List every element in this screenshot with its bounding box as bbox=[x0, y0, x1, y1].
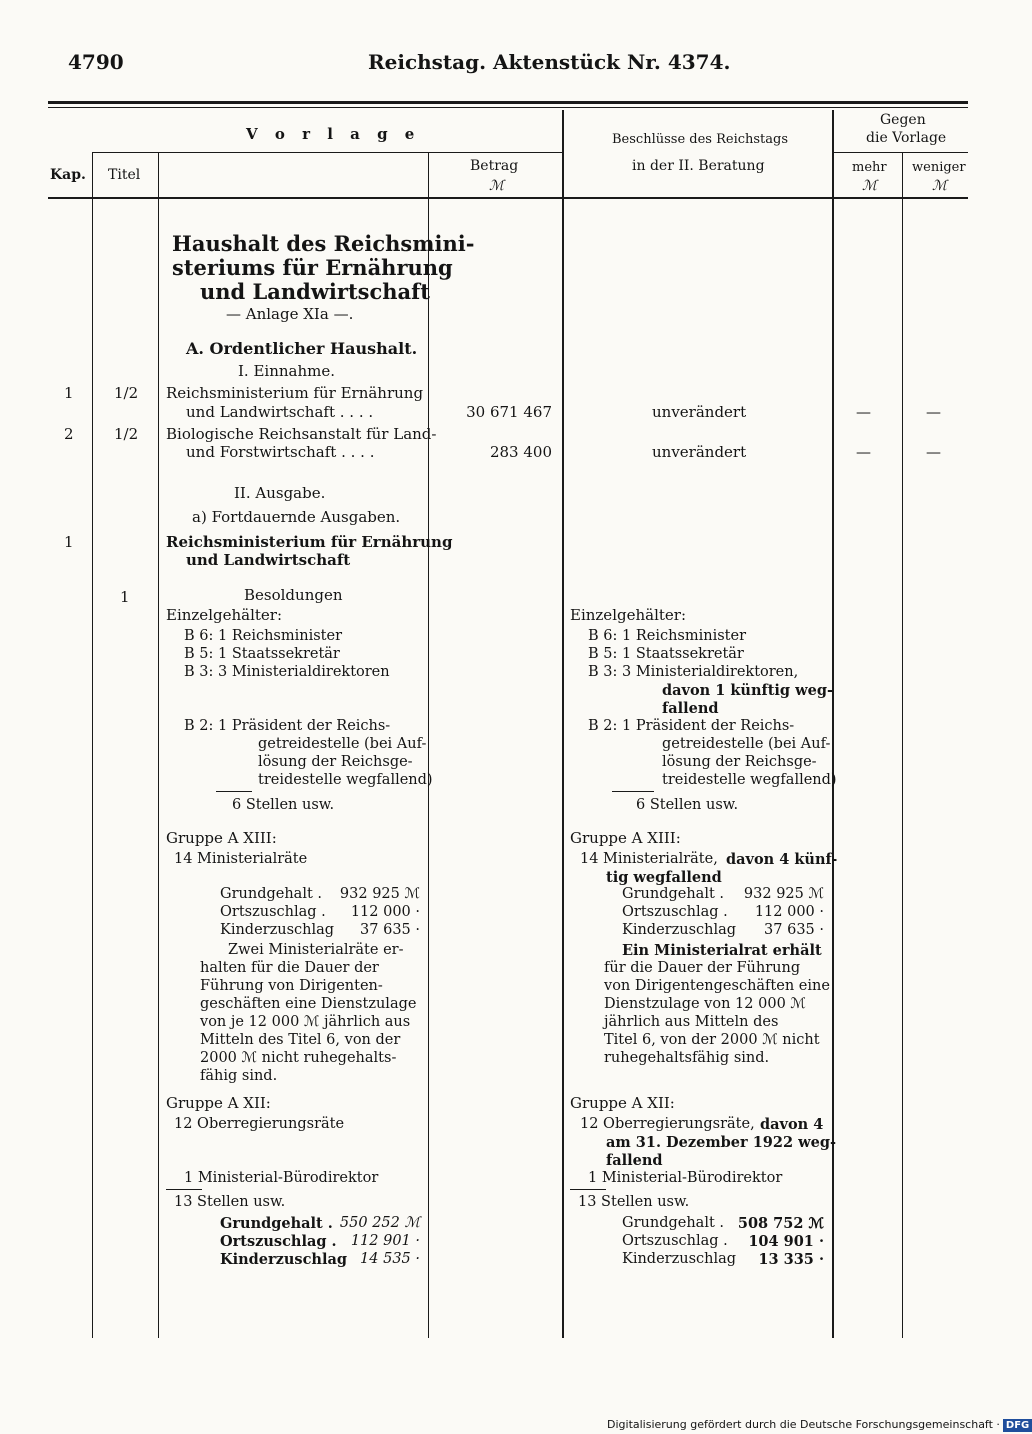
col-header-kap: Kap. bbox=[50, 167, 86, 183]
right-b6: B 6: 1 Reichsminister bbox=[588, 628, 746, 644]
right-b2-line2: getreidestelle (bei Auf- bbox=[662, 736, 831, 752]
right-b3-line3: fallend bbox=[662, 700, 719, 717]
right-gruppe-a12: Gruppe A XII: bbox=[570, 1094, 675, 1112]
left-grundgehalt-label: Grundgehalt . bbox=[220, 886, 323, 902]
right-note-line7: ruhegehaltsfähig sind. bbox=[604, 1050, 770, 1066]
right-einzelgehaelter: Einzelgehälter: bbox=[570, 606, 686, 624]
header-double-rule-bottom bbox=[48, 107, 968, 108]
right-b3: B 3: 3 Ministerialdirektoren, bbox=[588, 664, 799, 680]
right-ministerialraete-line2: tig wegfallend bbox=[606, 869, 722, 886]
digitization-footer-text: Digitalisierung gefördert durch die Deutsche Forschungsgemeinschaft · bbox=[607, 1418, 1000, 1431]
col-divider-mehr bbox=[902, 152, 903, 1338]
left-gruppe-a12: Gruppe A XII: bbox=[166, 1094, 271, 1112]
left-stellen-6: 6 Stellen usw. bbox=[232, 797, 335, 813]
ausgabe-kap-title-2: und Landwirtschaft bbox=[186, 551, 351, 569]
row1-weniger: — bbox=[926, 403, 941, 421]
left-b2-line3: lösung der Reichsge- bbox=[258, 754, 413, 770]
right-buerodirektor: 1 Ministerial-Bürodirektor bbox=[588, 1170, 783, 1186]
right-b2-line4: treidestelle wegfallend) bbox=[662, 772, 837, 788]
col-header-gegen: Gegen bbox=[880, 112, 926, 128]
ordentlicher-haushalt-heading: A. Ordentlicher Haushalt. bbox=[186, 339, 418, 358]
left-sum-rule bbox=[216, 791, 252, 792]
left-b2-line1: B 2: 1 Präsident der Reichs- bbox=[184, 718, 391, 734]
col-header-die-vorlage: die Vorlage bbox=[866, 130, 947, 146]
right-sum-rule-2 bbox=[570, 1189, 606, 1190]
col-header-vorlage: V o r l a g e bbox=[246, 125, 421, 143]
right-ortszuschlag2-value: 104 901 · bbox=[748, 1233, 824, 1250]
right-b2-line1: B 2: 1 Präsident der Reichs- bbox=[588, 718, 795, 734]
fortdauernde-heading: a) Fortdauernde Ausgaben. bbox=[192, 508, 401, 526]
row1-kap: 1 bbox=[64, 384, 74, 402]
left-grundgehalt2-label: Grundgehalt . bbox=[220, 1215, 333, 1232]
right-grundgehalt2-value: 508 752 ℳ bbox=[737, 1215, 824, 1232]
row1-text-1: Reichsministerium für Ernährung bbox=[166, 384, 424, 402]
left-b2-line2: getreidestelle (bei Auf- bbox=[258, 736, 427, 752]
running-title: Reichstag. Aktenstück Nr. 4374. bbox=[368, 50, 731, 74]
right-note-line4: Dienstzulage von 12 000 ℳ bbox=[604, 996, 806, 1012]
col-header-weniger: weniger bbox=[912, 160, 966, 175]
right-grundgehalt2-label: Grundgehalt . bbox=[622, 1215, 725, 1231]
section-title-line-2: steriums für Ernährung bbox=[172, 255, 453, 280]
right-ministerialraete-bold: davon 4 künf- bbox=[726, 851, 838, 868]
right-ortszuschlag-label: Ortszuschlag . bbox=[622, 904, 728, 920]
col-header-betrag: Betrag bbox=[470, 158, 519, 174]
col-header-beschluesse-1: Beschlüsse des Reichstags bbox=[612, 132, 789, 147]
row1-text-2: und Landwirtschaft . . . . bbox=[186, 403, 374, 421]
left-note-line4: geschäften eine Dienstzulage bbox=[200, 996, 417, 1012]
anlage-reference: — Anlage XIa —. bbox=[226, 305, 354, 323]
left-grundgehalt-value: 932 925 ℳ bbox=[339, 886, 420, 902]
left-note-line6: Mitteln des Titel 6, von der bbox=[200, 1032, 401, 1048]
col-header-weniger-unit: ℳ bbox=[932, 178, 947, 194]
col-divider-kap bbox=[92, 152, 93, 1338]
left-b3: B 3: 3 Ministerialdirektoren bbox=[184, 664, 390, 680]
right-stellen-6: 6 Stellen usw. bbox=[636, 797, 739, 813]
left-note-line2: halten für die Dauer der bbox=[200, 960, 379, 976]
left-ortszuschlag-label: Ortszuschlag . bbox=[220, 904, 326, 920]
left-b2-line4: treidestelle wegfallend) bbox=[258, 772, 433, 788]
right-note-line3: von Dirigentengeschäften eine bbox=[604, 978, 830, 994]
col-divider-beschluesse bbox=[832, 110, 834, 1338]
right-kinderzuschlag2-value: 13 335 · bbox=[758, 1251, 824, 1268]
ausgabe-kap-title-1: Reichsministerium für Ernährung bbox=[166, 533, 453, 551]
right-ministerialraete: 14 Ministerialräte, bbox=[580, 851, 718, 867]
right-b5: B 5: 1 Staatssekretär bbox=[588, 646, 744, 662]
left-ortszuschlag-value: 112 000 · bbox=[350, 904, 420, 920]
digitization-footer bbox=[607, 1418, 1032, 1432]
left-oberregierungsraete: 12 Oberregierungsräte bbox=[174, 1116, 345, 1132]
left-note-line8: fähig sind. bbox=[200, 1068, 278, 1084]
left-b5: B 5: 1 Staatssekretär bbox=[184, 646, 340, 662]
row2-text-2: und Forstwirtschaft . . . . bbox=[186, 443, 375, 461]
right-grundgehalt-value: 932 925 ℳ bbox=[743, 886, 824, 902]
left-kinderzuschlag-value: 37 635 · bbox=[360, 922, 420, 938]
col-header-betrag-unit: ℳ bbox=[489, 178, 504, 194]
right-b2-line3: lösung der Reichsge- bbox=[662, 754, 817, 770]
right-kinderzuschlag-value: 37 635 · bbox=[764, 922, 824, 938]
left-ministerialraete: 14 Ministerialräte bbox=[174, 851, 308, 867]
right-grundgehalt-label: Grundgehalt . bbox=[622, 886, 725, 902]
right-gruppe-a13: Gruppe A XIII: bbox=[570, 829, 681, 847]
right-sum-rule bbox=[612, 791, 654, 792]
right-b3-line2: davon 1 künftig weg- bbox=[662, 682, 833, 699]
row1-mehr: — bbox=[856, 403, 871, 421]
header-subrule-gegen bbox=[832, 152, 968, 153]
left-gruppe-a13: Gruppe A XIII: bbox=[166, 829, 277, 847]
row1-titel: 1/2 bbox=[114, 384, 139, 402]
left-ortszuschlag2-value: 112 901 · bbox=[350, 1233, 420, 1249]
header-bottom-rule bbox=[48, 197, 968, 199]
left-note-line7: 2000 ℳ nicht ruhegehalts- bbox=[200, 1050, 397, 1066]
row1-beschluss: unverändert bbox=[652, 403, 747, 421]
right-oberregierungsraete: 12 Oberregierungsräte, bbox=[580, 1116, 755, 1132]
row2-titel: 1/2 bbox=[114, 425, 139, 443]
row1-betrag: 30 671 467 bbox=[466, 403, 552, 421]
right-note-line5: jährlich aus Mitteln des bbox=[604, 1014, 779, 1030]
col-divider-titel bbox=[158, 152, 159, 1338]
right-kinderzuschlag2-label: Kinderzuschlag bbox=[622, 1251, 737, 1267]
section-title-line-1: Haushalt des Reichsmini- bbox=[172, 231, 475, 256]
left-kinderzuschlag2-value: 14 535 · bbox=[360, 1251, 420, 1267]
left-buerodirektor: 1 Ministerial-Bürodirektor bbox=[184, 1170, 379, 1186]
right-ortszuschlag2-label: Ortszuschlag . bbox=[622, 1233, 728, 1249]
left-kinderzuschlag-label: Kinderzuschlag bbox=[220, 922, 335, 938]
col-header-beschluesse-2: in der II. Beratung bbox=[632, 158, 765, 174]
header-subrule-vorlage bbox=[92, 152, 562, 153]
left-note-line3: Führung von Dirigenten- bbox=[200, 978, 383, 994]
left-grundgehalt2-value: 550 252 ℳ bbox=[339, 1215, 420, 1231]
row2-weniger: — bbox=[926, 443, 941, 461]
row2-mehr: — bbox=[856, 443, 871, 461]
right-note-line6: Titel 6, von der 2000 ℳ nicht bbox=[604, 1032, 820, 1048]
page-number: 4790 bbox=[68, 50, 124, 74]
left-ortszuschlag2-label: Ortszuschlag . bbox=[220, 1233, 337, 1250]
right-note-line1: Ein Ministerialrat erhält bbox=[622, 942, 822, 959]
col-divider-betrag bbox=[562, 110, 564, 1338]
header-double-rule-top bbox=[48, 101, 968, 104]
row2-kap: 2 bbox=[64, 425, 74, 443]
dfg-logo: DFG bbox=[1003, 1419, 1032, 1432]
right-oberregierungsraete-line2: am 31. Dezember 1922 weg- bbox=[606, 1134, 836, 1151]
left-kinderzuschlag2-label: Kinderzuschlag bbox=[220, 1251, 348, 1268]
besoldungen-heading: Besoldungen bbox=[244, 586, 343, 604]
row2-text-1: Biologische Reichsanstalt für Land- bbox=[166, 425, 437, 443]
left-note-line1: Zwei Ministerialräte er- bbox=[228, 942, 404, 958]
left-stellen-13: 13 Stellen usw. bbox=[174, 1194, 286, 1210]
ausgabe-heading: II. Ausgabe. bbox=[234, 484, 326, 502]
right-note-line2: für die Dauer der Führung bbox=[604, 960, 801, 976]
right-ortszuschlag-value: 112 000 · bbox=[754, 904, 824, 920]
left-sum-rule-2 bbox=[166, 1189, 202, 1190]
right-stellen-13: 13 Stellen usw. bbox=[578, 1194, 690, 1210]
col-divider-text bbox=[428, 152, 429, 1338]
left-b6: B 6: 1 Reichsminister bbox=[184, 628, 342, 644]
col-header-mehr: mehr bbox=[852, 160, 887, 175]
row2-betrag: 283 400 bbox=[489, 443, 552, 461]
left-einzelgehaelter: Einzelgehälter: bbox=[166, 606, 282, 624]
ausgabe-titel: 1 bbox=[120, 588, 130, 606]
left-note-line5: von je 12 000 ℳ jährlich aus bbox=[200, 1014, 411, 1030]
right-oberregierungsraete-bold: davon 4 bbox=[760, 1116, 824, 1133]
row2-beschluss: unverändert bbox=[652, 443, 747, 461]
right-oberregierungsraete-line3: fallend bbox=[606, 1152, 663, 1169]
section-title-line-3: und Landwirtschaft bbox=[200, 279, 430, 304]
right-kinderzuschlag-label: Kinderzuschlag bbox=[622, 922, 737, 938]
col-header-titel: Titel bbox=[108, 167, 141, 183]
col-header-mehr-unit: ℳ bbox=[862, 178, 877, 194]
einnahme-heading: I. Einnahme. bbox=[238, 362, 336, 380]
ausgabe-kap: 1 bbox=[64, 533, 74, 551]
